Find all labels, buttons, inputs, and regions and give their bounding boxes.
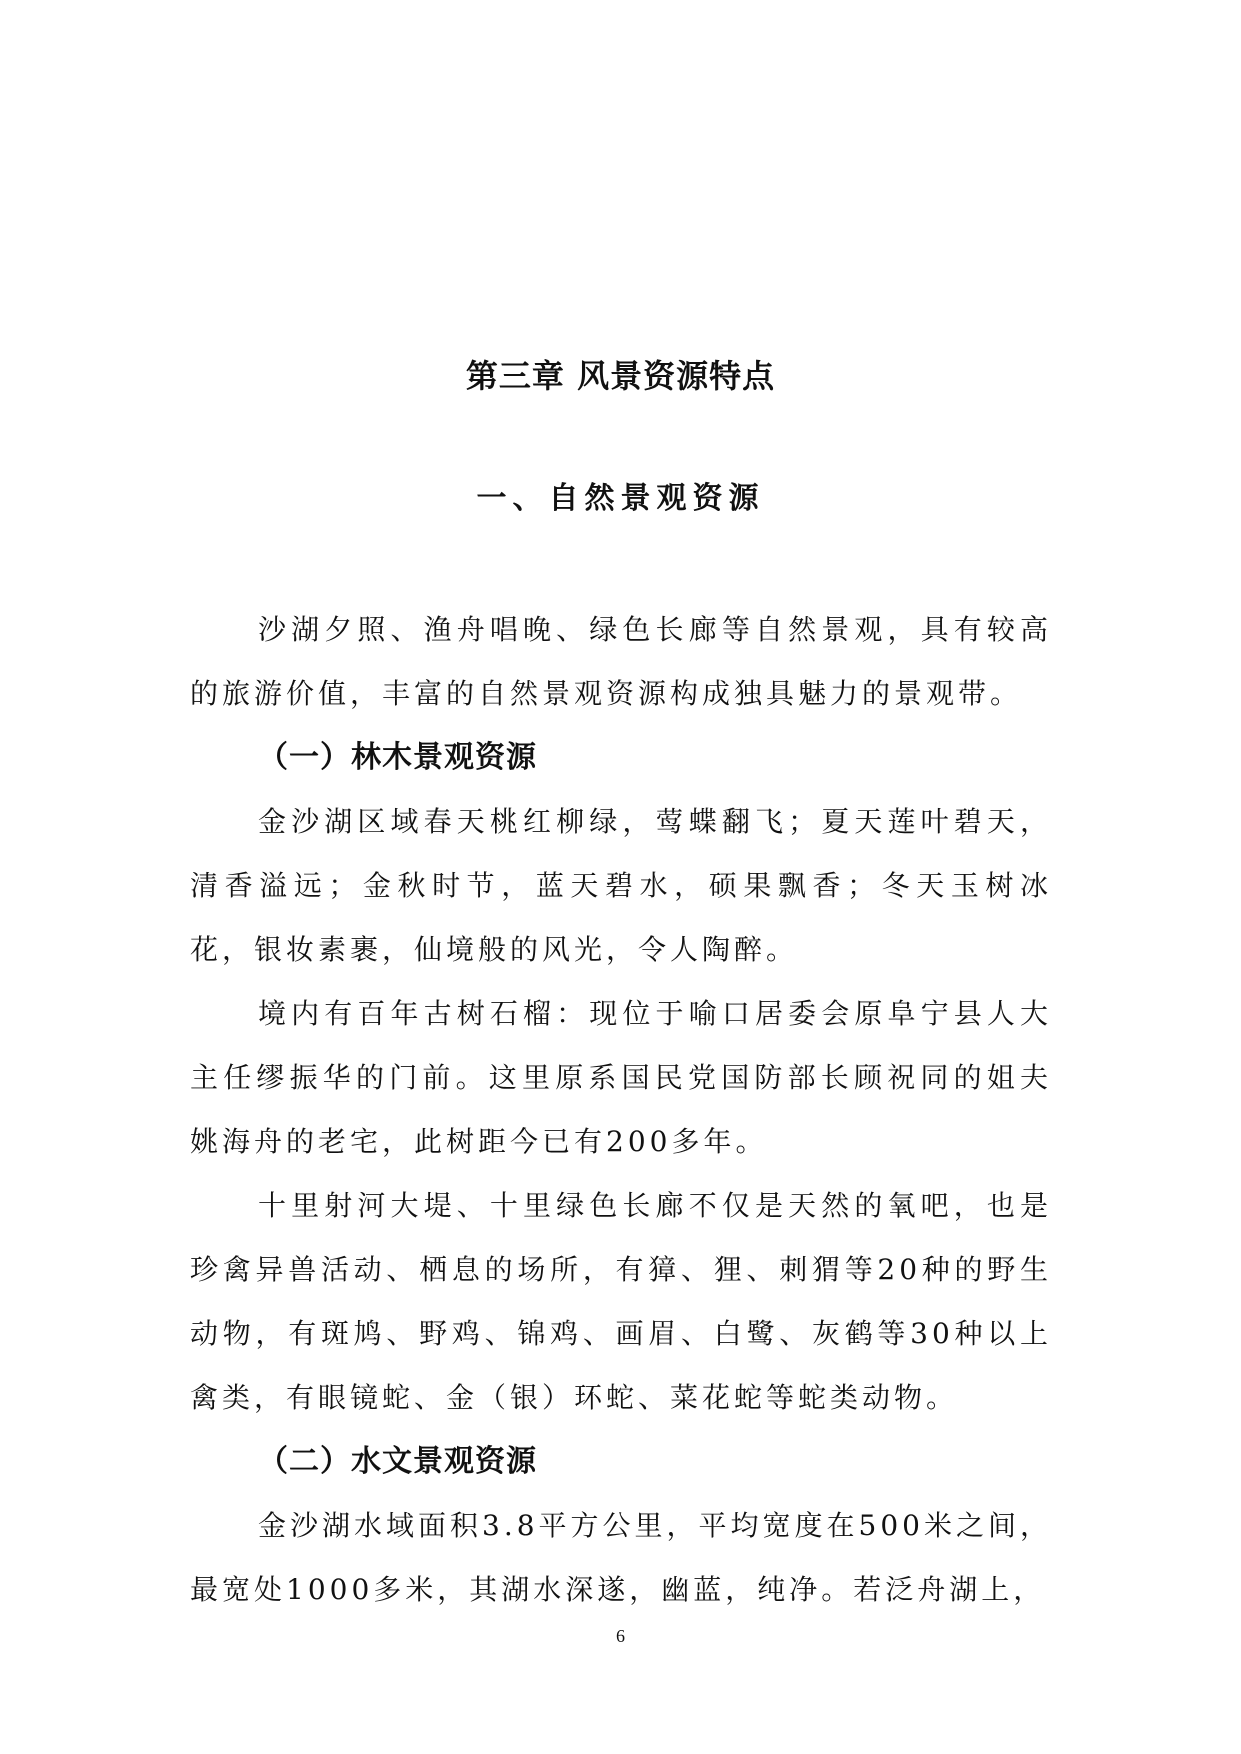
paragraph: 金沙湖水域面积3.8平方公里，平均宽度在500米之间，最宽处1000多米，其湖水深遂，幽蓝，纯净。若泛舟湖上， xyxy=(190,1509,1052,1606)
subsection-heading-forest: （一）林木景观资源 xyxy=(258,740,537,775)
body-text xyxy=(190,598,1052,1622)
page-number: 6 xyxy=(616,1626,625,1646)
chapter-title: 第三章 风景资源特点 xyxy=(465,357,776,395)
section-title: 一、自然景观资源 xyxy=(476,481,765,516)
paragraph: 十里射河大堤、十里绿色长廊不仅是天然的氧吧，也是珍禽异兽活动、栖息的场所，有獐、狸、刺猬等20种的野生动物，有斑鸠、野鸡、锦鸡、画眉、白鹭、灰鹤等30种以上禽类，有眼镜蛇、金（银）环蛇、菜花蛇等蛇类动物。 xyxy=(190,1189,1052,1414)
paragraph: 金沙湖区域春天桃红柳绿，莺蝶翻飞；夏天莲叶碧天，清香溢远；金秋时节，蓝天碧水，硕果飘香；冬天玉树冰花，银妆素裹，仙境般的风光，令人陶醉。 xyxy=(190,805,1052,966)
paragraph: 境内有百年古树石榴：现位于喻口居委会原阜宁县人大主任缪振华的门前。这里原系国民党国防部长顾祝同的姐夫姚海舟的老宅，此树距今已有200多年。 xyxy=(190,997,1052,1158)
subsection-heading-hydrology: （二）水文景观资源 xyxy=(258,1444,537,1479)
intro-paragraph: 沙湖夕照、渔舟唱晚、绿色长廊等自然景观，具有较高的旅游价值，丰富的自然景观资源构成独具魅力的景观带。 xyxy=(190,613,1052,710)
